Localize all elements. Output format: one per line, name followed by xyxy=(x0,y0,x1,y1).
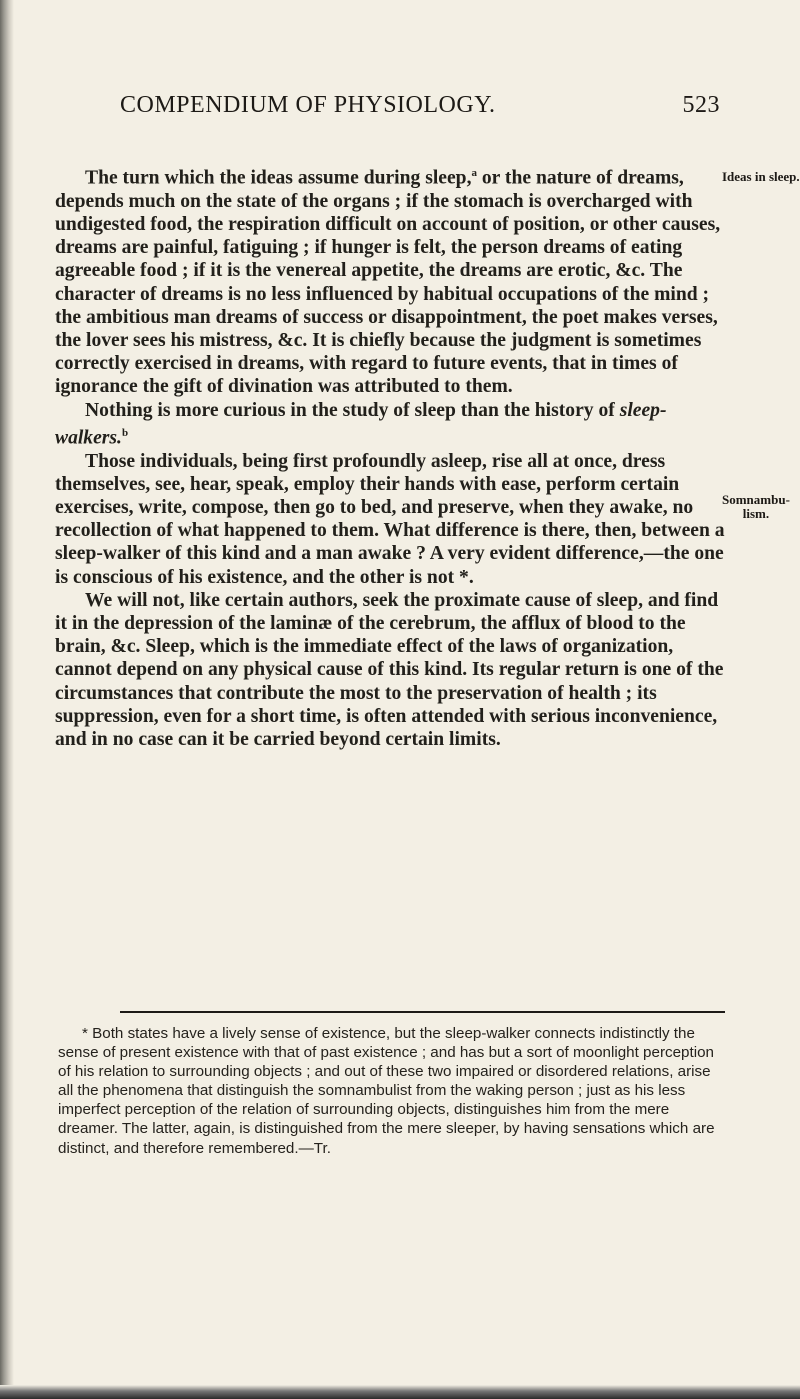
paragraph-individuals: Those individuals, being first profoundly asleep, rise all at once, dress themselves, see, hear, speak, employ their hands with ease, perform certain exercises, write, compose, then go to bed, and preserve, when they awake, no recollection of what happened to them. What difference is there, then, between a sleep-walker of this kind and a man awake ? A very evident difference,—the one is conscious of his existence, and the other is not *. xyxy=(55,450,725,588)
paragraph-sleep-walkers xyxy=(55,399,730,450)
footnote-divider xyxy=(120,1011,725,1013)
paragraph-dreams-start: The turn which the ideas assume during sleep, xyxy=(85,167,472,189)
sidenote-somnambulism-line1: Somnambu- xyxy=(722,492,790,507)
running-title: COMPENDIUM OF PHYSIOLOGY. xyxy=(120,92,496,118)
page-number: 523 xyxy=(682,92,720,118)
paragraph-dreams-rest: or the nature of dreams, depends much on the state of the organs ; if the stomach is overcharged with undigested food, the respiration difficult on account of position, or other causes, dreams are painful, fatiguing ; if hunger is felt, the person dreams of eating agreeable food ; if it is the venereal appetite, the dreams are erotic, &c. The character of dreams is no less influenced by habitual occupations of the mind ; the ambitious man dreams of success or disappointment, the poet makes verses, the lover sees his mistress, &c. It is chiefly because the judgment is sometimes correctly exercised in dreams, with regard to future events, that in times of ignorance the gift of divination was attributed to them. xyxy=(55,167,721,398)
paragraph-sleep-walkers-text: Nothing is more curious in the study of sleep than the history of xyxy=(85,399,620,421)
sleep-walkers-term: sleep-walkers. xyxy=(55,399,667,449)
page-header xyxy=(120,92,720,132)
sidenote-ideas-in-sleep: Ideas in sleep. xyxy=(722,169,800,184)
sidenote-somnambulism-line2: lism. xyxy=(742,506,770,521)
page-bottom-edge xyxy=(0,1385,800,1399)
footnote: * Both states have a lively sense of existence, but the sleep-walker connects indistinctly the sense of present existence with that of past existence ; and has but a sort of moonlight perception of his relation to surrounding objects ; and out of these two impaired or disordered relations, arise all the phenomena that distinguish the somnambulist from the waking person ; just as his less imperfect perception of the relation of surrounding objects, distinguishes him from the mere dreamer. The latter, again, is distinguished from the mere sleeper, by having sensations which are distinct, and therefore remembered.—Tr. xyxy=(58,1025,715,1157)
footnote-ref-b: b xyxy=(121,426,129,439)
body-text xyxy=(55,162,730,751)
paragraph-dreams xyxy=(55,162,730,399)
footnote-ref-a: a xyxy=(471,167,477,179)
paragraph-proximate-cause: We will not, like certain authors, seek the proximate cause of sleep, and find it in the depression of the laminæ of the cerebrum, the afflux of blood to the brain, &c. Sleep, which is the immediate effect of the laws of organization, cannot depend on any physical cause of this kind. Its regular return is one of the circumstances that contribute the most to the preservation of health ; its suppression, even for a short time, is often attended with serious inconvenience, and in no case can it be carried beyond certain limits. xyxy=(55,589,724,750)
page-binding-shadow xyxy=(0,0,14,1399)
sidenote-somnambulism xyxy=(722,493,790,521)
